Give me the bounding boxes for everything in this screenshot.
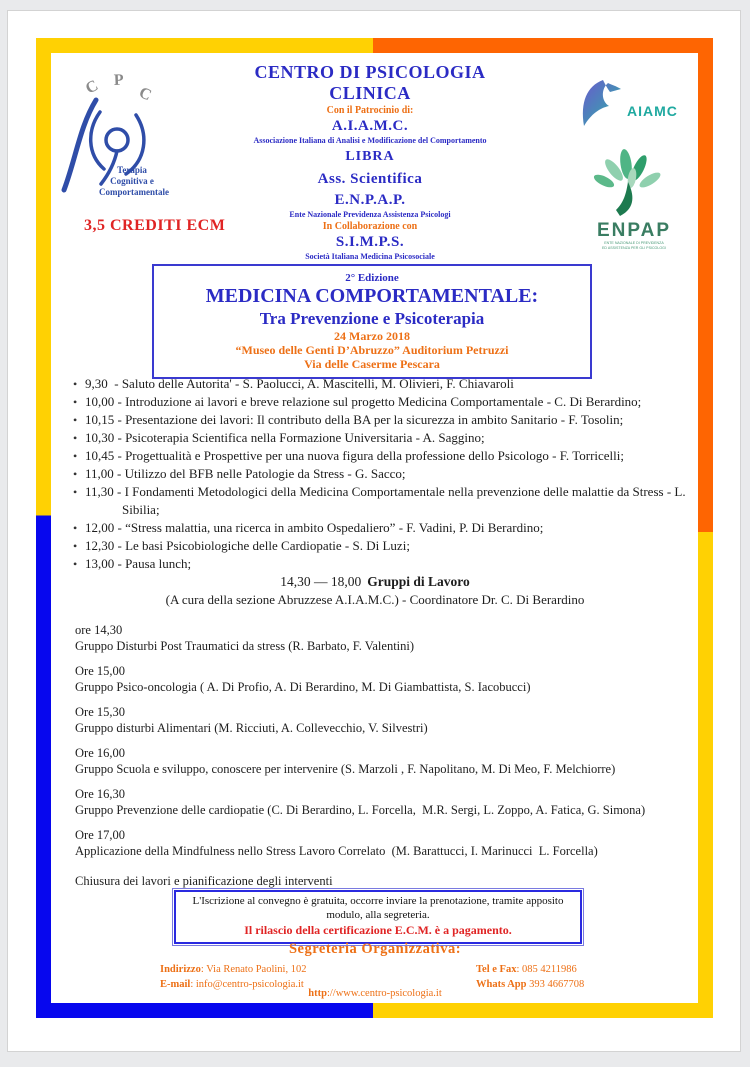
schedule-item: • 13,00 - Pausa lunch;: [70, 555, 708, 573]
cpc-letter: C: [136, 84, 154, 105]
enpap-tree-icon: [592, 148, 662, 216]
workshops-header: [75, 573, 675, 590]
workshop-group: [75, 622, 695, 654]
address-label: Indirizzo: [160, 964, 201, 975]
group-description: Gruppo Psico-oncologia ( A. Di Profio, A. Di Berardino, M. Di Giambattista, S. Iacobucci): [75, 680, 531, 694]
group-time: Ore 15,00: [75, 664, 125, 678]
enpap-title: E.N.P.A.P.: [334, 192, 406, 208]
schedule-item: • 12,30 - Le basi Psicobiologiche delle Cardiopatie - S. Di Luzi;: [70, 537, 708, 555]
group-time: Ore 15,30: [75, 705, 125, 719]
workshop-group: [75, 786, 695, 818]
aiamc-logo-label: AIAMC: [627, 103, 678, 119]
cpc-caption-line: Comportamentale: [99, 187, 169, 197]
simps-title: S.I.M.P.S.: [335, 234, 405, 250]
enpap-tagline-line2: ED ASSISTENZA PER GLI PSICOLOGI: [602, 246, 666, 250]
group-time: Ore 17,00: [75, 828, 125, 842]
event-title-box: [152, 264, 592, 379]
event-title: MEDICINA COMPORTAMENTALE:: [205, 285, 539, 307]
contact-phone: [476, 962, 584, 977]
workshops-title: Gruppi di Lavoro: [367, 574, 470, 589]
simps-subtitle: Società Italiana Medicina Psicosociale: [305, 252, 435, 261]
closing-line: Chiusura dei lavori e pianificazione degli interventi: [75, 874, 333, 888]
cpc-caption-line: Cognitiva e: [110, 176, 154, 186]
schedule-item: • 11,00 - Utilizzo del BFB nelle Patologie da Stress - G. Sacco;: [70, 465, 708, 483]
address-value: : Via Renato Paolini, 102: [200, 964, 307, 975]
frame-top-border: [36, 38, 713, 53]
aiamc-logo: [563, 76, 703, 138]
workshop-group: [75, 827, 695, 859]
group-time: ore 14,30: [75, 623, 123, 637]
workshop-group: [75, 663, 695, 695]
group-description: Gruppo disturbi Alimentari (M. Ricciuti, A. Collevecchio, V. Silvestri): [75, 721, 428, 735]
group-time: Ore 16,00: [75, 746, 125, 760]
ecm-credits: 3,5 CREDITI ECM: [84, 217, 226, 234]
workshops-time: 14,30 — 18,00: [280, 574, 362, 589]
workshop-group: [75, 745, 695, 777]
workshops-subheader: (A cura della sezione Abruzzese A.I.A.M.C.) - Coordinatore Dr. C. Di Berardino: [165, 592, 585, 607]
contact-website: [160, 986, 590, 1001]
aiamc-title: A.I.A.M.C.: [331, 118, 409, 134]
whatsapp-label: Whats App: [476, 979, 527, 990]
group-description: Applicazione della Mindfulness nello Stress Lavoro Correlato (M. Barattucci, I. Marinucci L. Forcella): [75, 844, 598, 858]
workshop-group: [75, 704, 695, 736]
ass-scientifica-title: Ass. Scientifica: [317, 171, 423, 187]
cpc-letter: C: [82, 77, 102, 98]
aiamc-bird-icon: [583, 80, 621, 126]
collaboration-label: In Collaborazione con: [322, 221, 418, 232]
schedule-item: • 9,30 - Saluto delle Autorita' - S. Paolucci, A. Mascitelli, M. Olivieri, F. Chiavaroli: [70, 375, 708, 393]
schedule-item: • 10,30 - Psicoterapia Scientifica nella Formazione Universitaria - A. Saggino;: [70, 429, 708, 447]
cpc-letter: P: [113, 71, 124, 89]
event-venue: “Museo delle Genti D’Abruzzo” Auditorium Petruzzi: [235, 343, 509, 357]
contact-address: [160, 962, 306, 977]
registration-notice-box: [172, 888, 584, 946]
website-label: http: [308, 988, 327, 999]
schedule-list: [70, 375, 708, 573]
org-name-line2: CLINICA: [329, 83, 411, 103]
email-value: : info@centro-psicologia.it: [190, 979, 304, 990]
workshop-groups: [75, 622, 695, 889]
libra-title: LIBRA: [345, 149, 395, 164]
org-name-line1: CENTRO DI PSICOLOGIA: [254, 62, 486, 82]
patrocinio-label: Con il Patrocinio di:: [326, 105, 414, 116]
group-description: Gruppo Disturbi Post Traumatici da stress (R. Barbato, F. Valentini): [75, 639, 415, 653]
schedule-item: • 11,30 - I Fondamenti Metodologici della Medicina Comportamentale nella prevenzione delle malattie da Stress - L. Sibilia;: [70, 483, 708, 519]
event-date: 24 Marzo 2018: [334, 329, 410, 343]
ecm-payment-warning: Il rilascio della certificazione E.C.M. è a pagamento.: [244, 923, 512, 937]
schedule-item: • 10,45 - Progettualità e Prospettive per una nuova figura della professione dello Psicologo - F. Torricelli;: [70, 447, 708, 465]
website-value: ://www.centro-psicologia.it: [326, 988, 442, 999]
whatsapp-value: 393 4667708: [526, 979, 585, 990]
schedule-item: • 10,00 - Introduzione ai lavori e breve relazione sul progetto Medicina Comportamentale - C. Di Berardino;: [70, 393, 708, 411]
event-subtitle: Tra Prevenzione e Psicoterapia: [259, 309, 485, 328]
event-edition: 2° Edizione: [345, 272, 399, 284]
enpap-logo-label: ENPAP: [596, 220, 672, 241]
schedule-item: • 10,15 - Presentazione dei lavori: Il contributo della BA per la sicurezza in ambito Sanitario - F. Tosolin;: [70, 411, 708, 429]
frame-left-border: [36, 38, 51, 1018]
frame-bottom-border: [36, 1003, 713, 1018]
group-description: Gruppo Prevenzione delle cardiopatie (C. Di Berardino, L. Forcella, M.R. Sergi, L. Zoppo, A. Fatica, G. Simona): [75, 803, 646, 817]
group-description: Gruppo Scuola e sviluppo, conoscere per intervenire (S. Marzoli , F. Napolitano, M. Di Meo, F. Melchiorre): [75, 762, 616, 776]
aiamc-subtitle: Associazione Italiana di Analisi e Modificazione del Comportamento: [253, 136, 487, 145]
email-label: E-mail: [160, 979, 191, 990]
phone-label: Tel e Fax: [476, 964, 517, 975]
secretariat-title: Segreteria Organizzativa:: [288, 941, 462, 957]
enpap-tagline-line1: ENTE NAZIONALE DI PREVIDENZA: [604, 241, 664, 245]
enpap-logo: [570, 148, 702, 254]
phone-value: : 085 4211986: [516, 964, 577, 975]
enpap-subtitle: Ente Nazionale Previdenza Assistenza Psicologi: [289, 210, 451, 219]
schedule-item: • 12,00 - “Stress malattia, una ricerca in ambito Ospedaliero” - F. Vadini, P. Di Berardino;: [70, 519, 708, 537]
registration-notice-text: L'Iscrizione al convegno è gratuita, occorre inviare la prenotazione, tramite apposito modulo, alla segreteria.: [192, 895, 564, 921]
event-address: Via delle Caserme Pescara: [304, 357, 440, 371]
group-time: Ore 16,30: [75, 787, 125, 801]
cpc-caption-line: Terapia: [117, 165, 147, 175]
